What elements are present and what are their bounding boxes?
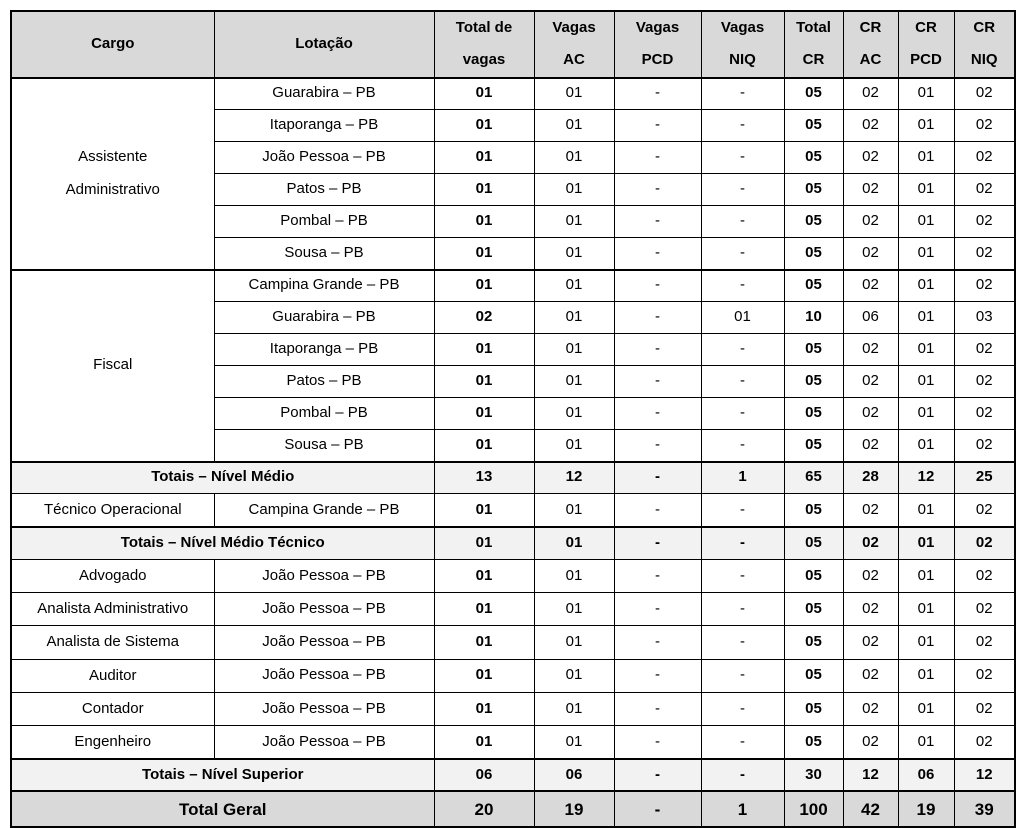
- lotacao-cell: João Pessoa – PB: [214, 626, 434, 659]
- lotacao-cell: Pombal – PB: [214, 398, 434, 430]
- value-cell: 05: [784, 559, 843, 592]
- value-cell: 01: [898, 494, 954, 528]
- column-header: [534, 11, 614, 78]
- value-cell: 02: [954, 110, 1015, 142]
- total-value-cell: 19: [898, 791, 954, 827]
- cargo-line: Auditor: [88, 666, 137, 684]
- value-cell: 01: [434, 78, 534, 110]
- total-value-cell: 65: [784, 462, 843, 494]
- lotacao-cell: Campina Grande – PB: [214, 494, 434, 528]
- lotacao-cell: Guarabira – PB: [214, 78, 434, 110]
- value-cell: 01: [434, 626, 534, 659]
- value-cell: 02: [954, 366, 1015, 398]
- lotacao-cell: João Pessoa – PB: [214, 692, 434, 725]
- value-cell: 01: [434, 174, 534, 206]
- lotacao-cell: João Pessoa – PB: [214, 593, 434, 626]
- value-cell: 01: [434, 430, 534, 462]
- value-cell: 05: [784, 398, 843, 430]
- total-value-cell: -: [614, 791, 701, 827]
- total-value-cell: 01: [434, 527, 534, 559]
- value-cell: -: [701, 398, 784, 430]
- total-label-cell: Totais – Nível Médio Técnico: [11, 527, 434, 559]
- value-cell: 02: [843, 206, 898, 238]
- value-cell: -: [614, 559, 701, 592]
- cargo-line: Fiscal: [93, 356, 133, 374]
- value-cell: 05: [784, 174, 843, 206]
- value-cell: 01: [534, 334, 614, 366]
- value-cell: 02: [843, 78, 898, 110]
- value-cell: -: [701, 174, 784, 206]
- value-cell: 01: [434, 559, 534, 592]
- column-header-line: CR: [802, 51, 825, 69]
- cargo-cell: [11, 692, 214, 725]
- value-cell: 02: [954, 334, 1015, 366]
- value-cell: 02: [843, 626, 898, 659]
- column-header-line: PCD: [641, 51, 674, 69]
- value-cell: 01: [898, 430, 954, 462]
- lotacao-cell: Sousa – PB: [214, 430, 434, 462]
- value-cell: 01: [898, 270, 954, 302]
- total-value-cell: 12: [898, 462, 954, 494]
- value-cell: 02: [954, 659, 1015, 692]
- total-value-cell: 13: [434, 462, 534, 494]
- value-cell: -: [614, 334, 701, 366]
- table-row: [11, 659, 1015, 692]
- table-row: [11, 692, 1015, 725]
- value-cell: 01: [898, 726, 954, 760]
- value-cell: -: [701, 334, 784, 366]
- column-header-line: CR: [859, 19, 882, 36]
- total-value-cell: 06: [434, 759, 534, 791]
- value-cell: 01: [434, 593, 534, 626]
- value-cell: 02: [954, 238, 1015, 270]
- value-cell: 02: [954, 430, 1015, 462]
- value-cell: 05: [784, 142, 843, 174]
- value-cell: 01: [534, 142, 614, 174]
- value-cell: 02: [843, 366, 898, 398]
- value-cell: 02: [954, 559, 1015, 592]
- value-cell: 05: [784, 626, 843, 659]
- column-header-line: Total: [796, 19, 831, 36]
- value-cell: -: [614, 238, 701, 270]
- column-header-line: CR: [973, 19, 996, 36]
- value-cell: -: [701, 270, 784, 302]
- value-cell: 01: [898, 110, 954, 142]
- value-cell: 01: [898, 398, 954, 430]
- value-cell: 02: [954, 593, 1015, 626]
- cargo-cell: [11, 78, 214, 270]
- value-cell: 02: [954, 692, 1015, 725]
- value-cell: 01: [534, 110, 614, 142]
- value-cell: 05: [784, 110, 843, 142]
- cargo-line: Contador: [81, 699, 144, 717]
- column-header-line: AC: [859, 51, 882, 69]
- table-row: [11, 494, 1015, 528]
- column-header: [701, 11, 784, 78]
- total-label-cell: Totais – Nível Superior: [11, 759, 434, 791]
- column-header-line: NIQ: [970, 51, 998, 69]
- value-cell: 01: [534, 494, 614, 528]
- value-cell: 01: [534, 593, 614, 626]
- total-value-cell: 12: [534, 462, 614, 494]
- column-header-line: AC: [563, 51, 585, 69]
- value-cell: 02: [843, 494, 898, 528]
- total-value-cell: -: [701, 527, 784, 559]
- cargo-cell: [11, 726, 214, 760]
- column-header: [784, 11, 843, 78]
- value-cell: 06: [843, 302, 898, 334]
- total-value-cell: 06: [534, 759, 614, 791]
- value-cell: -: [701, 366, 784, 398]
- value-cell: 01: [434, 494, 534, 528]
- value-cell: 01: [898, 142, 954, 174]
- total-value-cell: 30: [784, 759, 843, 791]
- lotacao-cell: João Pessoa – PB: [214, 726, 434, 760]
- value-cell: 01: [898, 174, 954, 206]
- value-cell: 02: [954, 726, 1015, 760]
- value-cell: 05: [784, 593, 843, 626]
- total-value-cell: 02: [954, 527, 1015, 559]
- total-value-cell: 28: [843, 462, 898, 494]
- cargo-line: Assistente: [78, 148, 148, 166]
- column-header: [843, 11, 898, 78]
- value-cell: 02: [843, 174, 898, 206]
- value-cell: 02: [843, 593, 898, 626]
- value-cell: 02: [843, 398, 898, 430]
- value-cell: 01: [534, 430, 614, 462]
- value-cell: -: [701, 206, 784, 238]
- cargo-cell: [11, 593, 214, 626]
- column-header-line: NIQ: [729, 51, 756, 69]
- lotacao-cell: Pombal – PB: [214, 206, 434, 238]
- total-value-cell: 25: [954, 462, 1015, 494]
- table-row: [11, 559, 1015, 592]
- value-cell: 05: [784, 430, 843, 462]
- value-cell: 01: [898, 206, 954, 238]
- value-cell: 02: [434, 302, 534, 334]
- value-cell: 05: [784, 659, 843, 692]
- value-cell: 01: [434, 366, 534, 398]
- value-cell: 01: [898, 238, 954, 270]
- value-cell: 02: [843, 659, 898, 692]
- lotacao-cell: João Pessoa – PB: [214, 659, 434, 692]
- value-cell: 02: [843, 430, 898, 462]
- subtotal-row: [11, 527, 1015, 559]
- total-value-cell: 42: [843, 791, 898, 827]
- value-cell: 01: [434, 110, 534, 142]
- cargo-line: Engenheiro: [74, 733, 152, 750]
- value-cell: 01: [701, 302, 784, 334]
- value-cell: 01: [898, 692, 954, 725]
- value-cell: 01: [434, 206, 534, 238]
- value-cell: 01: [898, 559, 954, 592]
- value-cell: -: [701, 626, 784, 659]
- total-value-cell: -: [614, 759, 701, 791]
- lotacao-cell: João Pessoa – PB: [214, 559, 434, 592]
- total-value-cell: 05: [784, 527, 843, 559]
- column-header: [954, 11, 1015, 78]
- table-row: [11, 593, 1015, 626]
- value-cell: -: [614, 174, 701, 206]
- value-cell: 05: [784, 334, 843, 366]
- column-header: [614, 11, 701, 78]
- value-cell: 01: [898, 626, 954, 659]
- value-cell: 02: [954, 78, 1015, 110]
- value-cell: 01: [534, 78, 614, 110]
- value-cell: 01: [534, 206, 614, 238]
- value-cell: 01: [534, 270, 614, 302]
- total-value-cell: 100: [784, 791, 843, 827]
- table-row: [11, 726, 1015, 760]
- cargo-cell: [11, 494, 214, 528]
- value-cell: 02: [954, 142, 1015, 174]
- table-body: [11, 78, 1015, 828]
- value-cell: 01: [434, 142, 534, 174]
- column-header: [434, 11, 534, 78]
- value-cell: -: [614, 270, 701, 302]
- value-cell: 05: [784, 270, 843, 302]
- lotacao-cell: Guarabira – PB: [214, 302, 434, 334]
- total-value-cell: 06: [898, 759, 954, 791]
- value-cell: 01: [898, 659, 954, 692]
- cargo-cell: [11, 659, 214, 692]
- value-cell: 02: [954, 270, 1015, 302]
- lotacao-cell: Itaporanga – PB: [214, 110, 434, 142]
- value-cell: 02: [954, 398, 1015, 430]
- total-label-cell: Total Geral: [11, 791, 434, 827]
- value-cell: 01: [434, 398, 534, 430]
- total-value-cell: 39: [954, 791, 1015, 827]
- value-cell: 05: [784, 206, 843, 238]
- value-cell: 01: [534, 174, 614, 206]
- value-cell: -: [701, 726, 784, 760]
- table-header: [11, 11, 1015, 78]
- value-cell: 05: [784, 692, 843, 725]
- total-value-cell: -: [614, 462, 701, 494]
- value-cell: -: [614, 494, 701, 528]
- cargo-line: Analista de Sistema: [46, 633, 180, 651]
- value-cell: 05: [784, 238, 843, 270]
- value-cell: 01: [534, 726, 614, 760]
- value-cell: 05: [784, 726, 843, 760]
- value-cell: 01: [898, 593, 954, 626]
- value-cell: -: [614, 659, 701, 692]
- value-cell: 02: [843, 726, 898, 760]
- value-cell: -: [614, 206, 701, 238]
- total-value-cell: 1: [701, 462, 784, 494]
- value-cell: 01: [534, 302, 614, 334]
- value-cell: 01: [534, 692, 614, 725]
- cargo-cell: [11, 559, 214, 592]
- total-value-cell: 01: [534, 527, 614, 559]
- value-cell: -: [614, 726, 701, 760]
- value-cell: -: [701, 142, 784, 174]
- value-cell: 05: [784, 366, 843, 398]
- column-header-line: Vagas: [720, 19, 765, 36]
- table-row: [11, 270, 1015, 302]
- value-cell: 01: [534, 398, 614, 430]
- subtotal-row: [11, 759, 1015, 791]
- value-cell: 05: [784, 78, 843, 110]
- column-header-line: vagas: [462, 51, 506, 69]
- column-header-line: CR: [915, 19, 937, 36]
- total-value-cell: 19: [534, 791, 614, 827]
- column-header-line: Lotação: [295, 35, 353, 53]
- value-cell: 03: [954, 302, 1015, 334]
- value-cell: 02: [843, 270, 898, 302]
- value-cell: 10: [784, 302, 843, 334]
- value-cell: -: [701, 110, 784, 142]
- lotacao-cell: Itaporanga – PB: [214, 334, 434, 366]
- value-cell: 01: [534, 559, 614, 592]
- header-row: [11, 11, 1015, 78]
- total-value-cell: 20: [434, 791, 534, 827]
- value-cell: 01: [434, 334, 534, 366]
- vacancy-table: [10, 10, 1016, 828]
- lotacao-cell: João Pessoa – PB: [214, 142, 434, 174]
- value-cell: -: [614, 593, 701, 626]
- total-value-cell: 01: [898, 527, 954, 559]
- value-cell: -: [614, 626, 701, 659]
- cargo-cell: [11, 626, 214, 659]
- cargo-line: Analista Administrativo: [37, 600, 189, 617]
- column-header: [898, 11, 954, 78]
- value-cell: 02: [954, 174, 1015, 206]
- total-value-cell: 12: [843, 759, 898, 791]
- cargo-line: Administrativo: [65, 180, 160, 198]
- grand-total-row: [11, 791, 1015, 827]
- value-cell: -: [614, 302, 701, 334]
- value-cell: -: [614, 430, 701, 462]
- value-cell: 01: [434, 659, 534, 692]
- value-cell: 01: [434, 692, 534, 725]
- table-row: [11, 78, 1015, 110]
- value-cell: 05: [784, 494, 843, 528]
- cargo-line: Técnico Operacional: [43, 501, 182, 518]
- column-header: [214, 11, 434, 78]
- column-header: [11, 11, 214, 78]
- total-value-cell: -: [701, 759, 784, 791]
- total-value-cell: 02: [843, 527, 898, 559]
- total-value-cell: -: [614, 527, 701, 559]
- value-cell: 02: [843, 142, 898, 174]
- value-cell: 01: [534, 238, 614, 270]
- subtotal-row: [11, 462, 1015, 494]
- total-value-cell: 12: [954, 759, 1015, 791]
- value-cell: 01: [534, 366, 614, 398]
- lotacao-cell: Patos – PB: [214, 366, 434, 398]
- cargo-cell: [11, 270, 214, 462]
- value-cell: 02: [843, 238, 898, 270]
- value-cell: 01: [434, 238, 534, 270]
- value-cell: -: [701, 78, 784, 110]
- value-cell: -: [701, 692, 784, 725]
- value-cell: -: [614, 110, 701, 142]
- value-cell: -: [614, 692, 701, 725]
- value-cell: -: [614, 78, 701, 110]
- column-header-line: PCD: [910, 51, 942, 69]
- value-cell: 02: [954, 626, 1015, 659]
- value-cell: 01: [898, 334, 954, 366]
- value-cell: -: [701, 430, 784, 462]
- value-cell: -: [614, 142, 701, 174]
- value-cell: -: [701, 238, 784, 270]
- value-cell: 01: [898, 366, 954, 398]
- lotacao-cell: Patos – PB: [214, 174, 434, 206]
- value-cell: 02: [954, 494, 1015, 528]
- value-cell: 01: [534, 626, 614, 659]
- value-cell: 02: [843, 692, 898, 725]
- column-header-line: Cargo: [91, 35, 135, 53]
- column-header-line: Total de: [455, 19, 513, 36]
- value-cell: -: [701, 593, 784, 626]
- value-cell: 02: [843, 110, 898, 142]
- cargo-line: Advogado: [78, 566, 147, 584]
- value-cell: 02: [954, 206, 1015, 238]
- total-label-cell: Totais – Nível Médio: [11, 462, 434, 494]
- value-cell: 01: [434, 270, 534, 302]
- lotacao-cell: Campina Grande – PB: [214, 270, 434, 302]
- value-cell: 01: [898, 78, 954, 110]
- value-cell: 02: [843, 334, 898, 366]
- value-cell: -: [701, 494, 784, 528]
- value-cell: -: [614, 366, 701, 398]
- value-cell: -: [701, 659, 784, 692]
- value-cell: 01: [434, 726, 534, 760]
- value-cell: -: [701, 559, 784, 592]
- lotacao-cell: Sousa – PB: [214, 238, 434, 270]
- value-cell: 01: [898, 302, 954, 334]
- total-value-cell: 1: [701, 791, 784, 827]
- value-cell: 02: [843, 559, 898, 592]
- table-row: [11, 626, 1015, 659]
- value-cell: 01: [534, 659, 614, 692]
- column-header-line: Vagas: [552, 19, 596, 36]
- column-header-line: Vagas: [635, 19, 680, 36]
- value-cell: -: [614, 398, 701, 430]
